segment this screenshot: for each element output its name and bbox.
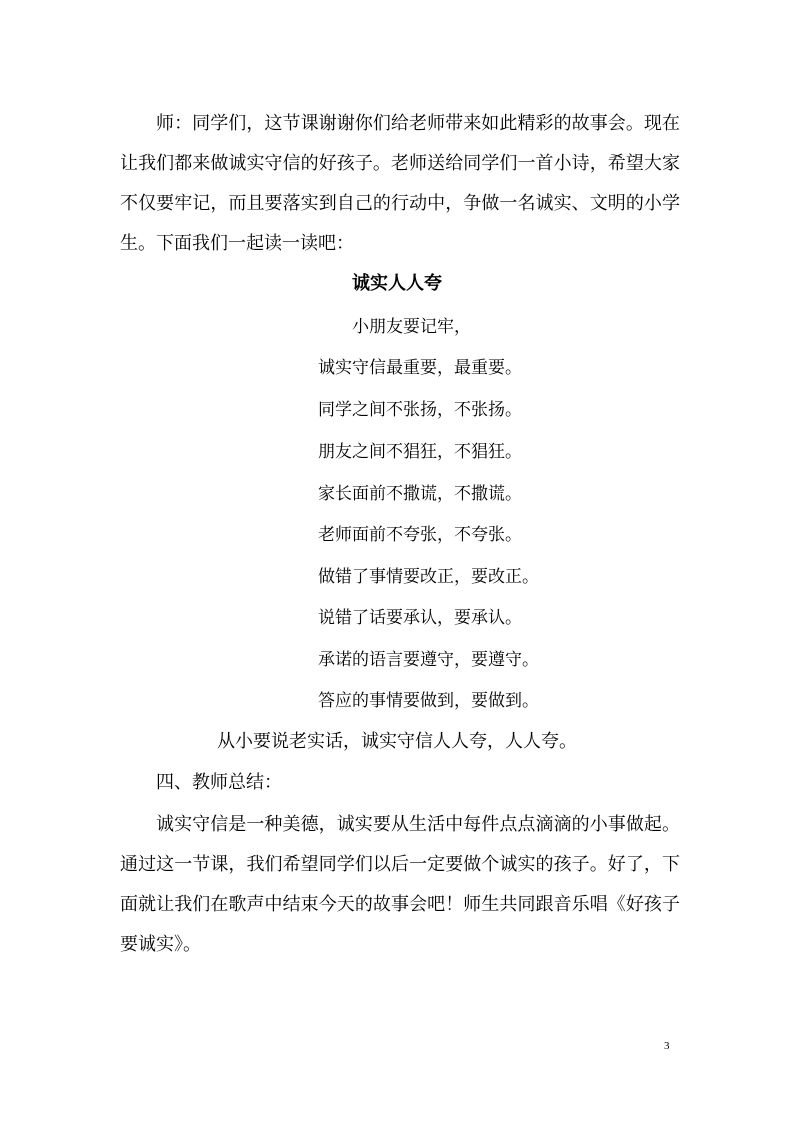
poem-line: 老师面前不夸张，不夸张。 [318, 525, 522, 545]
poem-line: 答应的事情要做到，要做到。 [318, 691, 539, 711]
poem-line: 做错了事情要改正，要改正。 [318, 567, 539, 587]
poem-line: 小朋友要记牢， [352, 317, 471, 337]
page-number: 3 [664, 1040, 670, 1052]
poem-line: 同学之间不张扬，不张扬。 [318, 400, 522, 420]
poem-line: 家长面前不撒谎，不撒谎。 [318, 484, 522, 504]
poem-line: 诚实守信最重要，最重要。 [318, 358, 522, 378]
poem-line: 说错了话要承认，要承认。 [318, 608, 522, 628]
poem-closing-line: 从小要说老实话，诚实守信人人夸，人人夸。 [217, 731, 577, 752]
poem-line: 朋友之间不猖狂，不猖狂。 [318, 442, 522, 462]
section-heading: 四、教师总结： [156, 772, 282, 793]
intro-paragraph: 师：同学们，这节课谢谢你们给老师带来如此精彩的故事会。现在让我们都来做诚实守信的好孩子。老师送给同学们一首小诗，希望大家不仅要牢记，而且要落实到自己的行动中，争做一名诚实、文明的小学生。下面我们一起读一读吧： [120, 113, 680, 254]
poem-line: 承诺的语言要遵守，要遵守。 [318, 650, 539, 670]
summary-paragraph: 诚实守信是一种美德，诚实要从生活中每件点点滴滴的小事做起。通过这一节课，我们希望同学们以后一定要做个诚实的孩子。好了，下面就让我们在歌声中结束今天的故事会吧！师生共同跟音乐唱《好孩子要诚实》。 [120, 814, 680, 955]
poem-title: 诚实人人夸 [352, 273, 442, 294]
